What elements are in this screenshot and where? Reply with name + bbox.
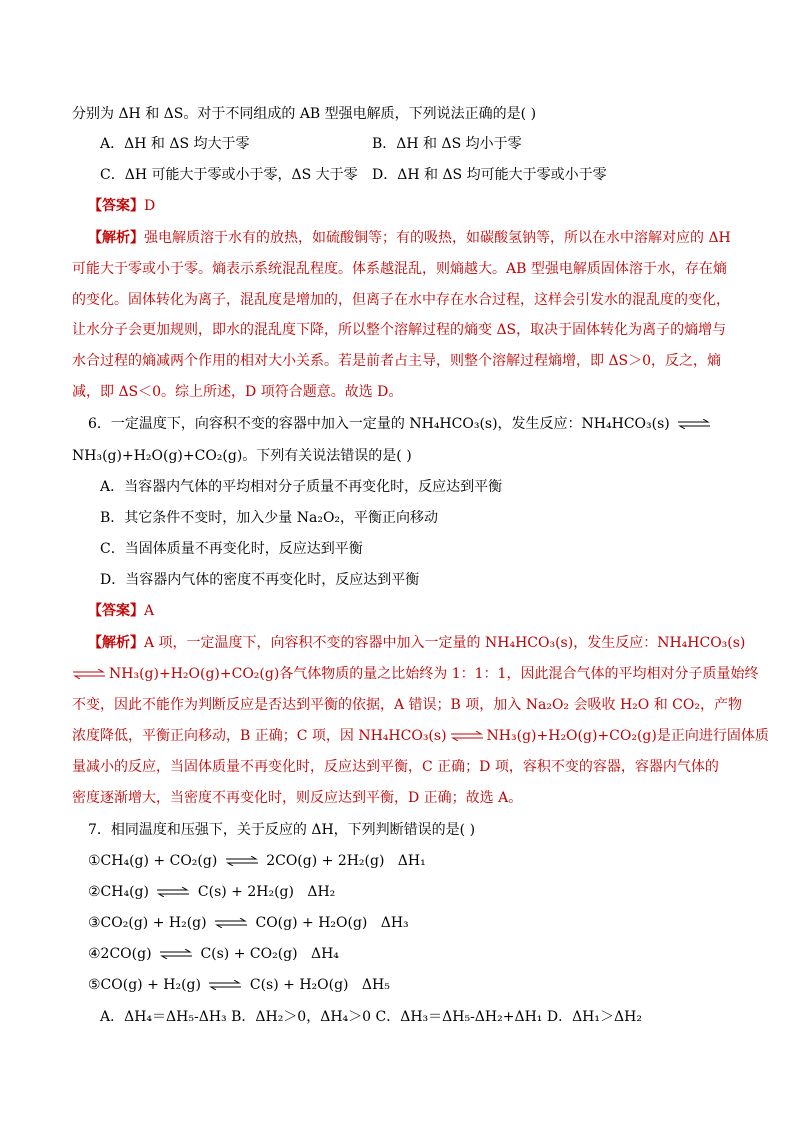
analysis-tag: 【解析】 (88, 635, 144, 651)
equilibrium-arrow-icon (208, 980, 242, 990)
q5-option-c: C．ΔH 可能大于零或小于零，ΔS 大于零 (100, 167, 358, 183)
analysis-tag: 【解析】 (88, 230, 144, 246)
equation-rhs: C(s) + 2H₂(g) (197, 884, 294, 900)
q6-stem-text: 6．一定温度下，向容积不变的容器中加入一定量的 NH₄HCO₃(s)，发生反应：NH₄HCO₃(s) (88, 416, 670, 432)
q6-option-a: A．当容器内气体的平均相对分子质量不再变化时，反应达到平衡 (100, 479, 503, 495)
equilibrium-arrow-icon (450, 731, 484, 741)
equation-lhs: ③CO₂(g) + H₂(g) (88, 915, 207, 931)
q6-analysis-line-2 (72, 664, 758, 684)
equilibrium-arrow-icon (225, 856, 259, 866)
q5-analysis-line-4: 让水分子会更加规则，即水的混乱度下降，所以整个溶解过程的熵变 ΔS，取决于固体转化为离子的熵增与 (72, 322, 727, 338)
q7-options: A．ΔH₄＝ΔH₅-ΔH₃ B．ΔH₂＞0，ΔH₄＞0 C．ΔH₃＝ΔH₅-ΔH₂+ΔH₁ D．ΔH₁＞ΔH₂ (100, 1009, 642, 1025)
q5-option-b: B．ΔH 和 ΔS 均小于零 (372, 136, 522, 152)
q5-analysis-line-3: 的变化。固体转化为离子，混乱度是增加的，但离子在水中存在水合过程，这样会引发水的混乱度的变化， (72, 292, 730, 308)
q7-equation-5 (88, 975, 390, 995)
equation-enthalpy: ΔH₂ (307, 884, 336, 900)
q7-equation-3 (88, 913, 409, 933)
equation-enthalpy: ΔH₄ (310, 946, 339, 962)
q5-analysis-line-2: 可能大于零或小于零。熵表示系统混乱程度。体系越混乱，则熵越大。AB 型强电解质固体溶于水，存在熵 (72, 261, 727, 277)
q6-option-b: B．其它条件不变时，加入少量 Na₂O₂，平衡正向移动 (100, 510, 439, 526)
answer-tag: 【答案】 (88, 198, 144, 214)
equation-lhs: ⑤CO(g) + H₂(g) (88, 977, 201, 993)
q6-analysis-line-6: 密度逐渐增大，当密度不再变化时，则反应达到平衡，D 正确；故选 A。 (72, 790, 523, 806)
equation-lhs: ①CH₄(g) + CO₂(g) (88, 853, 218, 869)
q6-option-c: C．当固体质量不再变化时，反应达到平衡 (100, 541, 363, 557)
q6-stem-line-1 (88, 414, 714, 434)
answer-value: A (144, 603, 155, 619)
equation-lhs: ④2CO(g) (88, 946, 152, 962)
q7-equation-2 (88, 882, 335, 902)
q7-stem: 7．相同温度和压强下，关于反应的 ΔH，下列判断错误的是( ) (88, 822, 476, 838)
q6-option-d: D．当容器内气体的密度不再变化时，反应达到平衡 (100, 572, 420, 588)
q6-analysis-line-5: 量减小的反应，当固体质量不再变化时，反应达到平衡，C 正确；D 项，容积不变的容器，容器内气体的 (72, 759, 719, 775)
equilibrium-arrow-icon (72, 669, 106, 679)
equation-enthalpy: ΔH₅ (361, 977, 390, 993)
q5-analysis-line-6: 减，即 ΔS＜0。综上所述，D 项符合题意。故选 D。 (72, 384, 403, 400)
equilibrium-arrow-icon (214, 918, 248, 928)
equilibrium-arrow-icon (156, 887, 190, 897)
analysis-text: 浓度降低，平衡正向移动，B 正确；C 项，因 NH₄HCO₃(s) (72, 728, 447, 744)
q6-analysis-line-4 (72, 726, 769, 746)
answer-value: D (144, 198, 156, 214)
q6-analysis-line-1 (88, 633, 745, 653)
q5-option-d: D．ΔH 和 ΔS 均可能大于零或小于零 (372, 167, 607, 183)
q7-equation-4 (88, 944, 339, 964)
q6-answer (88, 601, 154, 621)
analysis-text: 强电解质溶于水有的放热，如硫酸铜等；有的吸热，如碳酸氢钠等，所以在水中溶解对应的 ΔH (144, 230, 731, 246)
analysis-text: NH₃(g)+H₂O(g)+CO₂(g)各气体物质的量之比始终为 1：1：1，因此混合气体的平均相对分子质量始终 (109, 666, 759, 682)
equation-enthalpy: ΔH₁ (397, 853, 426, 869)
equation-lhs: ②CH₄(g) (88, 884, 149, 900)
equation-enthalpy: ΔH₃ (380, 915, 409, 931)
q5-analysis-line-1 (88, 228, 731, 248)
equation-rhs: C(s) + CO₂(g) (200, 946, 298, 962)
analysis-text: NH₃(g)+H₂O(g)+CO₂(g)是正向进行固体质 (486, 728, 769, 744)
q6-analysis-line-3: 不变，因此不能作为判断反应是否达到平衡的依据，A 错误；B 项，加入 Na₂O₂ 会吸收 H₂O 和 CO₂，产物 (72, 697, 742, 713)
answer-tag: 【答案】 (88, 603, 144, 619)
q5-option-a: A．ΔH 和 ΔS 均大于零 (100, 136, 250, 152)
equilibrium-arrow-icon (677, 419, 711, 429)
equation-rhs: 2CO(g) + 2H₂(g) (266, 853, 385, 869)
analysis-text: A 项，一定温度下，向容积不变的容器中加入一定量的 NH₄HCO₃(s)，发生反应：NH₄HCO₃(s) (144, 635, 746, 651)
q6-stem-line-2: NH₃(g)+H₂O(g)+CO₂(g)。下列有关说法错误的是( ) (72, 448, 412, 464)
q5-analysis-line-5: 水合过程的熵减两个作用的相对大小关系。若是前者占主导，则整个溶解过程熵增，即 ΔS＞0，反之，熵 (72, 353, 722, 369)
equation-rhs: CO(g) + H₂O(g) (255, 915, 368, 931)
q5-answer (88, 196, 155, 216)
equation-rhs: C(s) + H₂O(g) (249, 977, 349, 993)
equilibrium-arrow-icon (159, 949, 193, 959)
q7-equation-1 (88, 851, 426, 871)
q5-stem: 分别为 ΔH 和 ΔS。对于不同组成的 AB 型强电解质，下列说法正确的是( ) (72, 106, 537, 122)
